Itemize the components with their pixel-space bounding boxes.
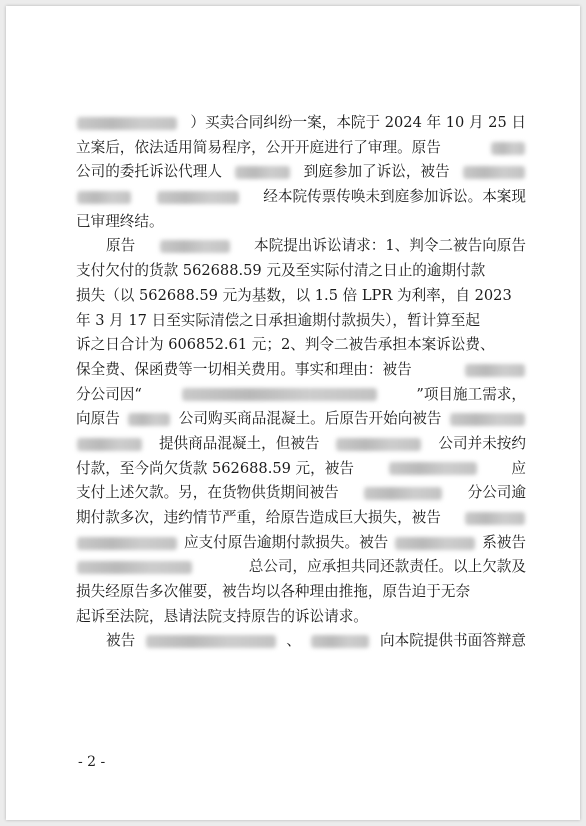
text-line (76, 358, 526, 383)
text-line (76, 136, 526, 161)
text-line (76, 210, 526, 235)
redaction-blur (77, 117, 177, 130)
text-segment: 保全费、保函费等一切相关费用。事实和理由：被告 (76, 360, 412, 378)
text-segment: 期付款多次，违约情节严重，给原告造成巨大损失，被告 (76, 509, 441, 526)
redaction-blur (463, 166, 525, 179)
redaction-blur (336, 438, 421, 451)
text-segment: 起诉至法院，恳请法院支持原告的诉讼请求。 (76, 607, 368, 625)
text-line (76, 111, 526, 136)
text-segment: 已审理终结。 (76, 212, 164, 230)
text-segment: 、 (286, 632, 301, 650)
page-number: - 2 - (78, 754, 106, 770)
text-line (76, 605, 526, 630)
text-segment: 到庭参加了诉讼，被告 (303, 163, 450, 181)
text-segment: 公司购买商品混凝土。后原告开始向被告 (178, 410, 442, 428)
text-segment: 向原告 (76, 410, 120, 428)
text-segment: 提供商品混凝土，但被告 (158, 434, 320, 452)
text-line (76, 457, 526, 482)
text-segment: 向本院提供书面答辩意 (380, 632, 526, 650)
text-line (76, 407, 526, 432)
text-line (76, 531, 526, 556)
text-line (76, 580, 526, 605)
redaction-blur (77, 561, 192, 574)
text-segment: 分公司因“ (76, 385, 142, 403)
text-segment: 原告 (106, 237, 136, 255)
text-segment: 系被告 (482, 533, 526, 551)
document-page (6, 6, 580, 820)
redaction-blur (146, 635, 276, 648)
text-line (76, 284, 526, 309)
redaction-blur (77, 191, 131, 204)
text-line (76, 234, 526, 259)
text-line (76, 309, 526, 334)
text-segment: 支付上述欠款。另，在货物供货期间被告 (76, 484, 339, 502)
text-segment: 分公司逾 (467, 484, 526, 502)
text-segment: 年 3 月 17 日至实际清偿之日承担逾期付款损失），暂计算至起 (76, 311, 480, 329)
text-segment: 被告 (106, 632, 136, 650)
text-segment: 应支付原告逾期付款损失。被告 (183, 533, 389, 551)
text-segment: ”项目施工需求， (416, 385, 526, 403)
redaction-blur (450, 413, 525, 426)
text-line (76, 629, 526, 654)
text-line (76, 259, 526, 284)
redaction-blur (364, 487, 442, 500)
redaction-blur (491, 142, 525, 155)
text-segment: 损失经原告多次催要，被告均以各种理由推拖，原告迫于无奈 (76, 583, 471, 601)
text-line (76, 160, 526, 185)
redaction-blur (235, 166, 290, 179)
text-segment: 应 (511, 459, 526, 477)
redaction-blur (157, 191, 239, 204)
redaction-blur (77, 438, 142, 451)
redaction-blur (182, 388, 377, 401)
redaction-blur (77, 537, 177, 550)
text-segment: 立案后，依法适用简易程序，公开开庭进行了审理。原告 (76, 138, 441, 156)
document-body (76, 111, 526, 654)
text-line (76, 432, 526, 457)
text-line (76, 481, 526, 506)
text-segment: 经本院传票传唤未到庭参加诉讼。本案现 (263, 188, 526, 206)
redaction-blur (465, 364, 525, 377)
text-line (76, 333, 526, 358)
text-line (76, 185, 526, 210)
text-line (76, 383, 526, 408)
text-line (76, 506, 526, 531)
redaction-blur (465, 512, 525, 525)
redaction-blur (160, 240, 230, 253)
text-segment: 总公司，应承担共同还款责任。以上欠款及 (248, 558, 526, 576)
text-segment: 公司的委托诉讼代理人 (76, 163, 222, 181)
text-line (76, 555, 526, 580)
redaction-blur (128, 413, 170, 426)
redaction-blur (389, 462, 477, 475)
redaction-blur (395, 537, 475, 550)
text-segment: 损失（以 562688.59 元为基数，以 1.5 倍 LPR 为利率，自 2023 (76, 286, 512, 304)
text-segment: ）买卖合同纠纷一案，本院于 2024 年 10 月 25 日 (190, 114, 526, 131)
text-segment: 付款，至今尚欠货款 562688.59 元，被告 (76, 459, 354, 477)
text-segment: 本院提出诉讼请求：1、判令二被告向原告 (254, 237, 526, 255)
redaction-blur (311, 635, 369, 648)
text-segment: 支付欠付的货款 562688.59 元及至实际付清之日止的逾期付款 (76, 262, 486, 280)
text-segment: 公司并未按约 (438, 434, 526, 452)
text-segment: 诉之日合计为 606852.61 元；2、判令二被告承担本案诉讼费、 (76, 336, 495, 354)
